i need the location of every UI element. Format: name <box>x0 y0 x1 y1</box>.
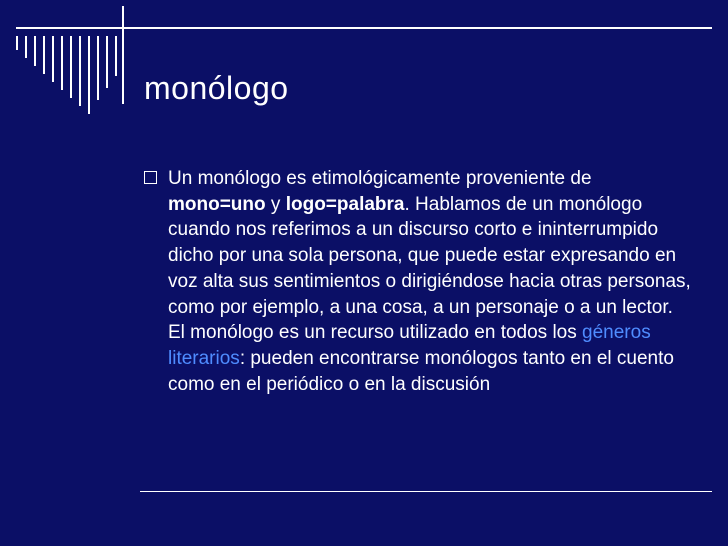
slide-body <box>144 166 692 397</box>
body-text-part1: Un monólogo es etimológicamente proveniente de <box>168 168 592 189</box>
body-paragraph <box>168 166 692 397</box>
generos-literarios-link[interactable]: géneros literarios <box>168 322 651 369</box>
body-text-part3: . Hablamos de un monólogo cuando nos referimos a un discurso corto e ininterrumpido dicho por una sola persona, que puede estar expresando en voz alta sus sentimientos o dirigiéndose hacia otras personas, como por ejemplo, a una cosa, a un personaje o a un lector. El monólogo es un recurso utilizado en todos los <box>168 193 691 344</box>
decorative-vertical-line <box>122 6 124 104</box>
body-text-part4: : pueden encontrarse monólogos tanto en el cuento como en el periódico o en la discusión <box>168 347 674 395</box>
square-bullet-icon <box>144 171 157 184</box>
body-bold-mono: mono=uno <box>168 193 266 215</box>
slide-title: monólogo <box>144 70 289 106</box>
decorative-bars <box>16 36 122 116</box>
decorative-bottom-line <box>140 491 712 492</box>
decorative-top-line <box>16 27 712 29</box>
body-text-part2: y <box>265 193 286 215</box>
body-bold-logo: logo=palabra <box>285 193 405 215</box>
